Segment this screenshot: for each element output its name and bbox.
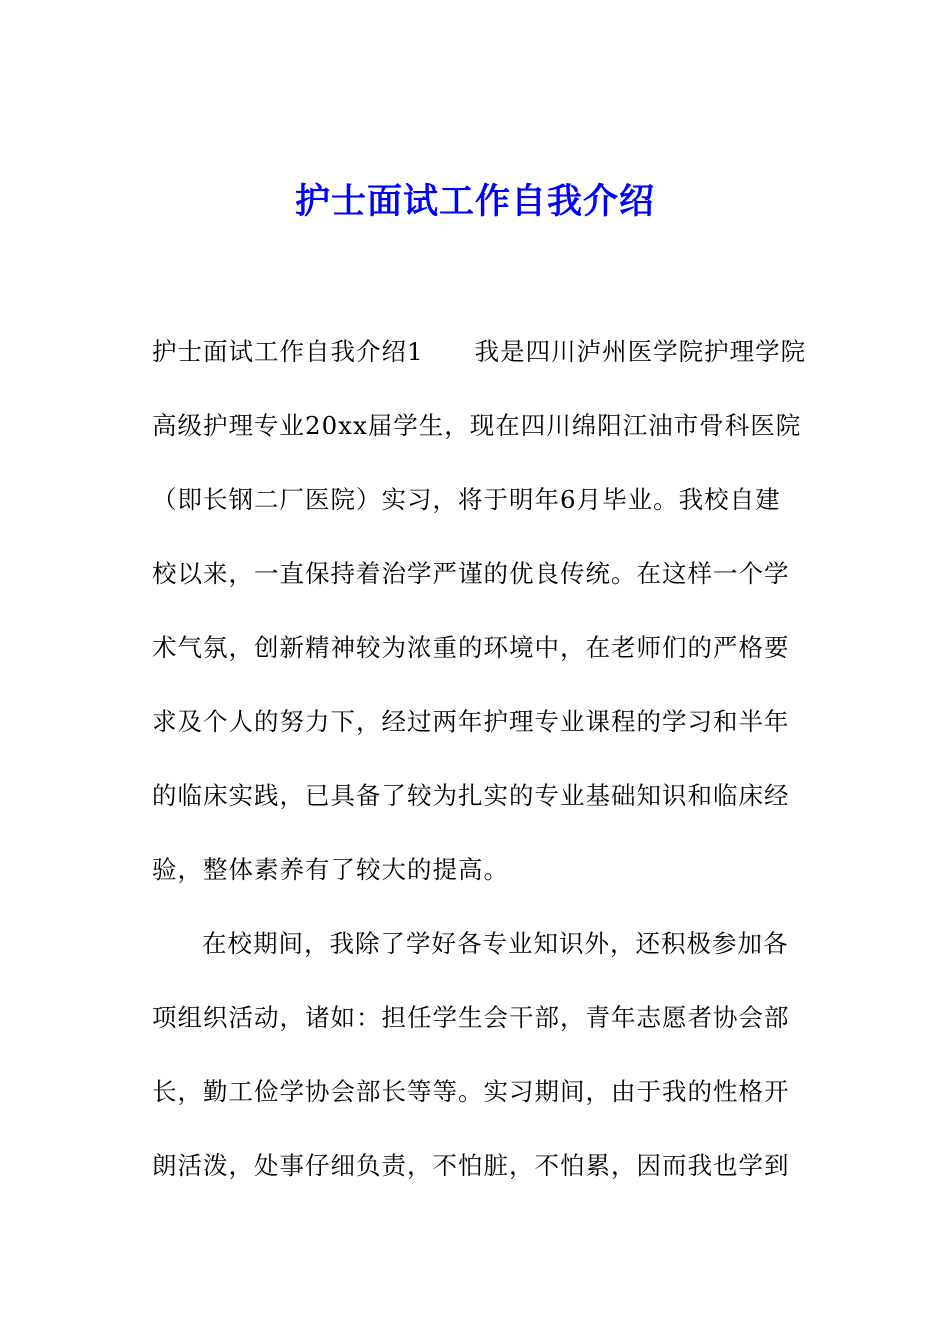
paragraph-line: 在校期间，我除了学好各专业知识外，还积极参加各 (202, 929, 789, 958)
paragraph-line: （即长钢二厂医院）实习，将于明年6月毕业。我校自建 (152, 485, 781, 514)
paragraph-line: 项组织活动，诸如：担任学生会干部，青年志愿者协会部 (152, 1003, 790, 1032)
paragraph-line: 校以来，一直保持着治学严谨的优良传统。在这样一个学 (152, 559, 790, 588)
paragraph-line: 的临床实践，已具备了较为扎实的专业基础知识和临床经 (152, 781, 790, 810)
paragraph-line: 高级护理专业20xx届学生，现在四川绵阳江油市骨科医院 (152, 411, 802, 440)
paragraph-line: 长，勤工俭学协会部长等等。实习期间，由于我的性格开 (152, 1077, 790, 1106)
paragraph-line: 验，整体素养有了较大的提高。 (152, 855, 509, 884)
document-title: 护士面试工作自我介绍 (294, 182, 655, 222)
paragraph-line: 朗活泼，处事仔细负责，不怕脏，不怕累，因而我也学到 (152, 1151, 790, 1180)
paragraph-line: 求及个人的努力下，经过两年护理专业课程的学习和半年 (152, 707, 790, 736)
paragraph-line: 术气氛，创新精神较为浓重的环境中，在老师们的严格要 (152, 633, 790, 662)
paragraph-line: 护士面试工作自我介绍1 我是四川泸州医学院护理学院 (152, 337, 807, 366)
